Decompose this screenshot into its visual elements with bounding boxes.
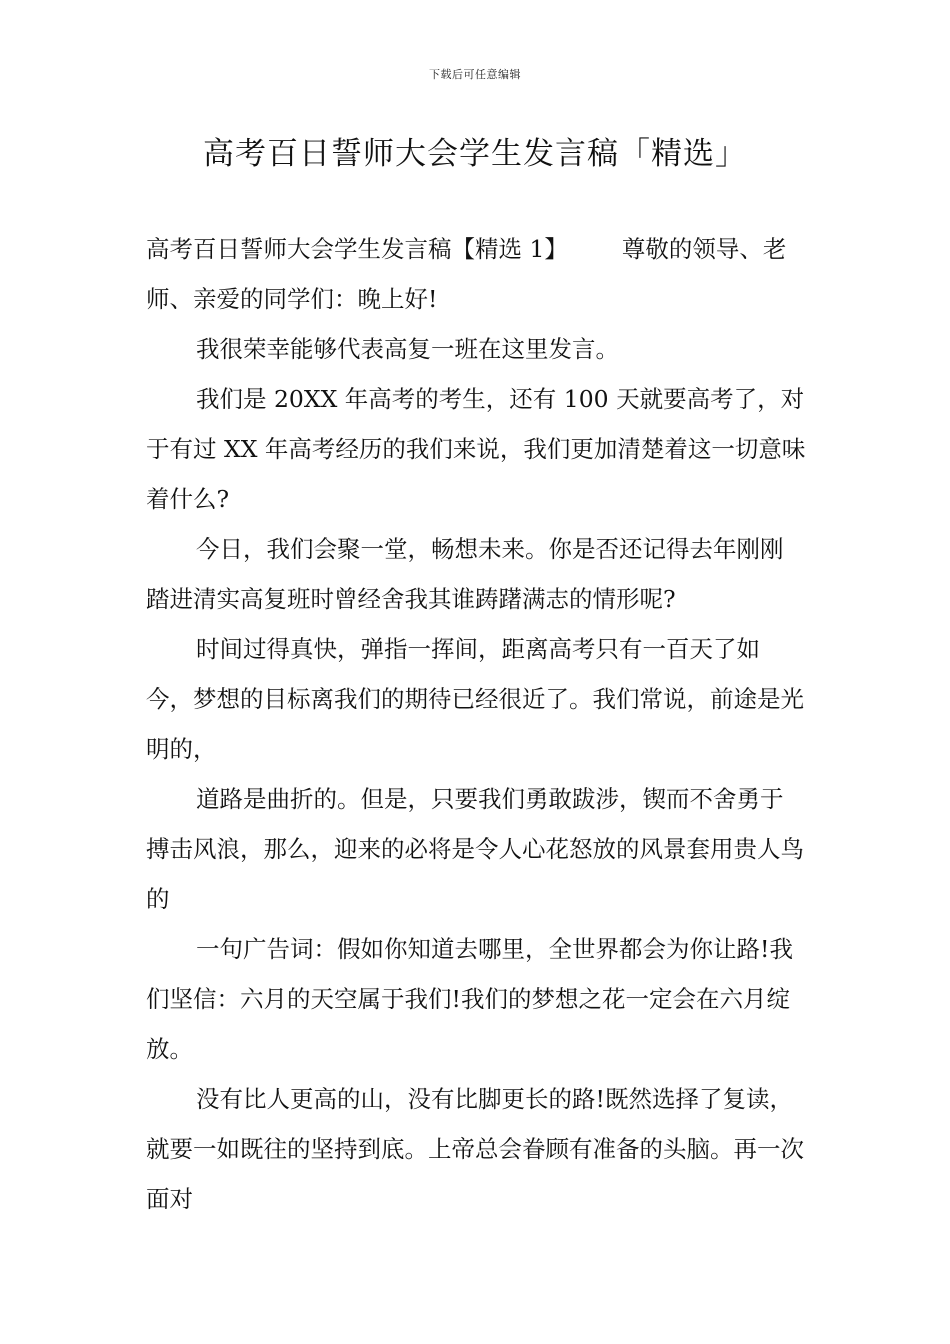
body-paragraph: 我很荣幸能够代表高复一班在这里发言。: [196, 335, 619, 363]
greeting-text: 尊敬的领导、老师、亲爱的同学们：晚上好!: [146, 235, 787, 313]
body-paragraph: 今日，我们会聚一堂，畅想未来。你是否还记得去年刚刚踏进清实高复班时曾经舍我其谁踌躇满志的情形呢?: [146, 535, 784, 613]
body-paragraph: 没有比人更高的山，没有比脚更长的路!既然选择了复读，就要一如既往的坚持到底。上帝总会眷顾有准备的头脑。再一次面对: [146, 1085, 804, 1213]
section-heading: 高考百日誓师大会学生发言稿【精选 1】: [146, 235, 568, 263]
document-body: [146, 224, 806, 1224]
document-title: 高考百日誓师大会学生发言稿「精选」: [203, 136, 747, 172]
opening-paragraph: [146, 224, 806, 324]
body-paragraph: 我们是 20XX 年高考的考生，还有 100 天就要高考了，对于有过 XX 年高考经历的我们来说，我们更加清楚着这一切意味着什么?: [146, 385, 806, 513]
body-paragraph: 道路是曲折的。但是，只要我们勇敢跋涉，锲而不舍勇于搏击风浪，那么，迎来的必将是令人心花怒放的风景套用贵人鸟的: [146, 785, 804, 913]
header-note: 下载后可任意编辑: [429, 68, 521, 81]
body-paragraph: 时间过得真快，弹指一挥间，距离高考只有一百天了如今，梦想的目标离我们的期待已经很近了。我们常说，前途是光明的，: [146, 635, 804, 763]
body-paragraph: 一句广告词：假如你知道去哪里，全世界都会为你让路!我们坚信：六月的天空属于我们!我们的梦想之花一定会在六月绽放。: [146, 935, 793, 1063]
